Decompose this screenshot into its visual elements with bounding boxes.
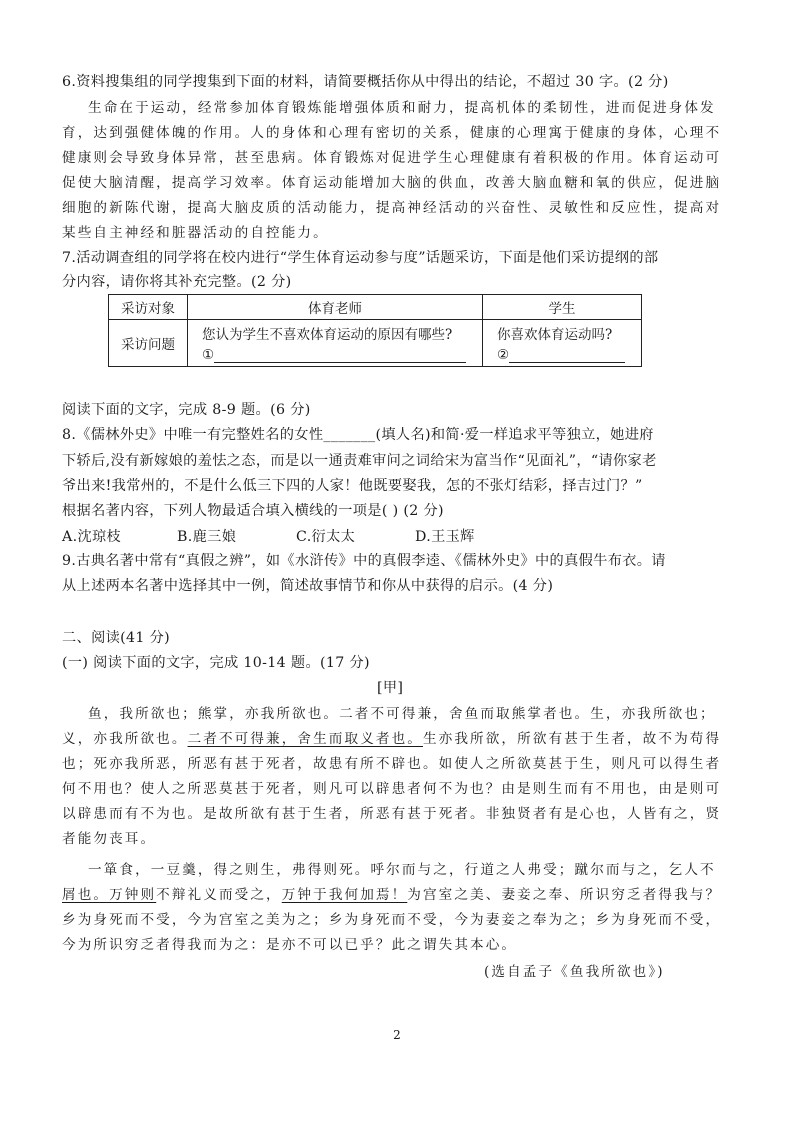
q6-material-line: 细胞的新陈代谢，提高大脑皮质的活动能力，提高神经活动的兴奋性、灵敏性和反应性，提高对	[62, 200, 722, 216]
blank-marker: ②	[497, 347, 510, 363]
passage-line: 者能勿丧耳。	[62, 831, 157, 847]
q9-line: 从上述两本名著中选择其中一例，简述故事情节和你从中获得的启示。(4 分)	[62, 578, 554, 594]
q6-stem: 6.资料搜集组的同学搜集到下面的材料，请简要概括你从中得出的结论，不超过 30 字。(2 分)	[62, 74, 669, 90]
q8-line: 爷出来!我常州的，不是什么低三下四的人家！他既要娶我，怎的不张灯结彩，择吉过门？”	[62, 478, 643, 494]
q8-option-a: A.沈琼枝	[62, 529, 122, 545]
passage-line: 今为所识穷乏者得我而为之：是亦不可以已乎？此之谓失其本心。	[62, 937, 518, 953]
passage-text: 屑也。万钟则	[62, 887, 157, 903]
q8-option-c: C.衍太太	[296, 529, 356, 545]
table-row-label: 采访问题	[109, 320, 188, 367]
q6-material-line: 促使大脑清醒，提高学习效率。体育运动能增加大脑的供血，改善大脑血糖和氧的供应，促进脑	[62, 175, 722, 191]
passage-line	[62, 729, 721, 749]
passage-title: [甲]	[377, 680, 404, 696]
reading-8-9-heading: 阅读下面的文字，完成 8-9 题。(6 分)	[62, 402, 311, 418]
page-number: 2	[393, 1028, 401, 1042]
passage-text: 义，亦我所欲也。	[62, 731, 188, 747]
q7-stem-line: 7.活动调查组的同学将在校内进行“学生体育运动参与度”话题采访，下面是他们采访提纲的部	[62, 250, 659, 266]
student-question: 你喜欢体育运动吗?	[497, 327, 613, 343]
q6-material-line: 健康则会导致身体异常，甚至患病。体育锻炼对促进学生心理健康有着积极的作用。体育运动可	[62, 150, 722, 166]
passage-source: (选自孟子《鱼我所欲也》)	[484, 964, 665, 980]
q9-line: 9.古典名著中常有“真假之辨”，如《水浒传》中的真假李逵、《儒林外史》中的真假牛布衣。请	[62, 553, 666, 569]
table-teacher-cell	[188, 320, 483, 367]
table-head-label: 采访对象	[109, 295, 188, 320]
section-heading: 二、阅读(41 分)	[62, 630, 171, 646]
underlined-sentence: 万钟于我何加焉！	[281, 887, 408, 903]
table-student-cell	[483, 320, 642, 367]
table-col-student: 学生	[483, 295, 642, 320]
q6-material-line: 育，达到强健体魄的作用。人的身体和心理有密切的关系，健康的心理寓于健康的身体，心理不	[62, 125, 722, 141]
passage-text: 为宫室之美、妻妾之奉、所识穷乏者得我与？	[407, 887, 722, 903]
answer-blank-2[interactable]	[509, 348, 625, 363]
passage-line: 乡为身死而不受，今为宫室之美为之；乡为身死而不受，今为妻妾之奉为之；乡为身死而不受，	[62, 912, 722, 928]
q8-line: 8.《儒林外史》中唯一有完整姓名的女性_______(填人名)和简·爱一样追求平等独立，她进府	[62, 427, 654, 443]
interview-table	[108, 294, 642, 367]
passage-line: 一箪食，一豆羹，得之则生，弗得则死。呼尔而与之，行道之人弗受；蹴尔而与之，乞人不	[88, 862, 716, 878]
teacher-question: 您认为学生不喜欢体育运动的原因有哪些?	[202, 327, 453, 343]
blank-marker: ①	[202, 347, 215, 363]
q8-option-d: D.王玉辉	[415, 529, 475, 545]
answer-blank-1[interactable]	[214, 348, 466, 363]
passage-text: 生亦我所欲，所欲有甚于生者，故不为苟得	[422, 731, 722, 747]
passage-line: 也；死亦我所恶，所恶有甚于死者，故患有所不辟也。如使人之所欲莫甚于生，则凡可以得生者	[62, 756, 722, 772]
passage-line: 以辟患而有不为也。是故所欲有甚于生者，所恶有甚于死者。非独贤者有是心也，人皆有之，贤	[62, 806, 722, 822]
q6-material-line: 生命在于运动，经常参加体育锻炼能增强体质和耐力，提高机体的柔韧性，进而促进身体发	[88, 100, 716, 116]
q8-line: 根据名著内容，下列人物最适合填入横线的一项是( ) (2 分)	[62, 503, 444, 519]
underlined-sentence: 二者不可得兼，舍生而取义者也。	[187, 731, 423, 747]
q6-material-line: 某些自主神经和脏器活动的自控能力。	[62, 225, 329, 241]
passage-line: 鱼，我所欲也；熊掌，亦我所欲也。二者不可得兼，舍鱼而取熊掌者也。生，亦我所欲也；	[88, 706, 716, 722]
passage-text: 不辩礼义而受之，	[156, 887, 282, 903]
passage-line: 何不用也？使人之所恶莫甚于死者，则凡可以辟患者何不为也？由是则生而有不用也，由是则可	[62, 781, 722, 797]
table-col-teacher: 体育老师	[188, 295, 483, 320]
q8-line: 下轿后,没有新嫁娘的羞怯之态，而是以一通责难审问之词给宋为富当作“见面礼”，“请你家老	[62, 453, 657, 469]
subsection-heading: (一) 阅读下面的文字，完成 10-14 题。(17 分)	[62, 655, 370, 671]
q7-stem-line: 分内容，请你将其补充完整。(2 分)	[62, 274, 292, 290]
passage-line	[62, 885, 721, 905]
q8-option-b: B.鹿三娘	[177, 529, 237, 545]
